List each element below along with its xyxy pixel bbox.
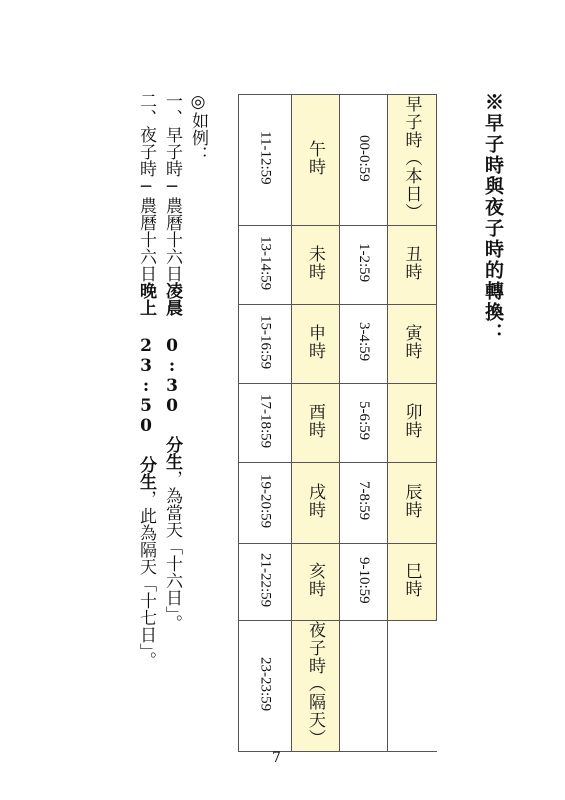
time-range: 9-10:59 (356, 556, 372, 604)
table-row (239, 305, 437, 384)
table-cell (340, 384, 388, 463)
table-cell (292, 544, 340, 621)
table-cell (239, 544, 292, 621)
table-row (239, 621, 437, 752)
time-range: 19-20:59 (257, 473, 274, 529)
hour-name: 卯時 (401, 403, 422, 439)
empty-cell (340, 621, 388, 752)
time-range: 5-6:59 (356, 401, 372, 441)
empty-cell (388, 621, 437, 752)
hour-name: 申時 (305, 324, 325, 360)
time-range: 11-12:59 (257, 131, 274, 185)
hour-name: 未時 (305, 245, 325, 281)
hour-name: 寅時 (401, 324, 422, 360)
table-cell (239, 95, 292, 226)
table-cell (292, 95, 340, 226)
table-cell (292, 621, 340, 752)
table-cell (239, 305, 292, 384)
example-line-1-prefix: 一、早子時─農曆十六日 (162, 92, 182, 282)
table-cell (340, 226, 388, 305)
table-cell (292, 226, 340, 305)
section-title: ※早子時與夜子時的轉換： (482, 92, 504, 344)
example-line-2-suffix: ，此為隔天「十七日」。 (136, 490, 156, 669)
example-line-1 (160, 92, 185, 632)
table-row (239, 463, 437, 544)
time-range: 00-0:59 (356, 134, 372, 182)
time-range: 7-8:59 (356, 481, 372, 521)
table-cell (292, 384, 340, 463)
table-cell (239, 621, 292, 752)
hour-name: 午時 (305, 140, 325, 176)
table-cell (239, 463, 292, 544)
table-row (239, 226, 437, 305)
table-cell (340, 305, 388, 384)
hour-name: 巳時 (401, 562, 422, 598)
time-range: 21-22:59 (257, 552, 274, 608)
table-cell (388, 226, 437, 305)
hour-name: 亥時 (305, 562, 325, 598)
example-line-1-suffix: ，為當天「十六日」。 (162, 470, 182, 632)
table-cell (388, 305, 437, 384)
hour-name: 夜子時（隔天） (305, 621, 325, 747)
time-range: 3-4:59 (356, 322, 372, 362)
table-cell (239, 226, 292, 305)
time-range: 23-23:59 (257, 656, 274, 712)
time-range: 1-2:59 (356, 243, 372, 283)
page-number: 7 (272, 750, 281, 766)
table-row (239, 95, 437, 226)
table-cell (388, 95, 437, 226)
hour-name: 戌時 (305, 483, 325, 519)
hour-name: 早子時（本日） (401, 95, 422, 221)
table-cell (340, 463, 388, 544)
table-cell (340, 95, 388, 226)
time-range: 15-16:59 (257, 314, 274, 370)
hour-name: 丑時 (401, 245, 422, 281)
example-line-2-time: 晚上 23:50 分生 (136, 282, 156, 490)
time-range: 17-18:59 (257, 393, 274, 449)
table-cell (388, 384, 437, 463)
time-range: 13-14:59 (257, 235, 274, 291)
table-cell (239, 384, 292, 463)
table-cell (292, 463, 340, 544)
table-row (239, 544, 437, 621)
example-line-2 (134, 92, 159, 669)
example-line-1-time: 凌晨 0:30 分生 (162, 282, 182, 470)
table-cell (292, 305, 340, 384)
table-cell (340, 544, 388, 621)
example-label: ◎如例： (188, 92, 208, 163)
example-line-2-prefix: 二、夜子時─農曆十六日 (136, 92, 156, 282)
hour-name: 酉時 (305, 403, 325, 439)
hour-name: 辰時 (401, 483, 422, 519)
table-cell (388, 544, 437, 621)
table-cell (388, 463, 437, 544)
table-row (239, 384, 437, 463)
time-conversion-table (238, 94, 437, 752)
